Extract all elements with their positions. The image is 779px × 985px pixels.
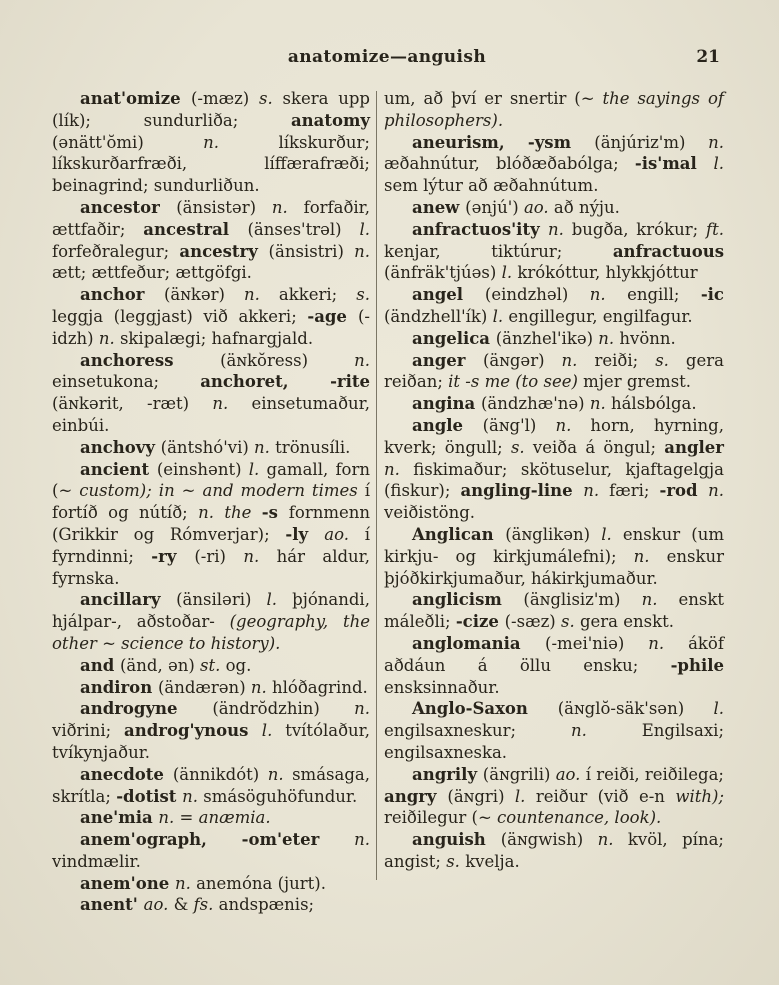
- text-segment: að nýju.: [553, 197, 620, 217]
- text-segment: líkskurður; líkskurðarfræði, líffærafræði; beinagrind; sundurliðun.: [52, 132, 370, 196]
- text-segment: (-mei'niə): [545, 633, 649, 653]
- text-segment: leggja (leggjast) við akkeri;: [52, 306, 308, 326]
- text-segment: (geography, the other ~ science to history).: [52, 612, 370, 653]
- text-segment: (einshənt): [156, 459, 249, 479]
- text-segment: st.: [200, 655, 226, 675]
- text-segment: angle: [412, 415, 483, 435]
- text-segment: -rod: [659, 481, 709, 501]
- text-segment: forfeðralegur;: [52, 241, 180, 261]
- text-segment: (änsistri): [268, 241, 355, 261]
- entry-ancillary: [52, 589, 370, 654]
- text-segment: (äɴglŏ-säk'sən): [557, 699, 714, 719]
- text-segment: sem lýtur að æðahnútum.: [384, 176, 599, 196]
- entry-anchor: [52, 284, 370, 349]
- text-segment: n.: [254, 437, 276, 457]
- text-segment: angrily: [412, 764, 483, 784]
- text-segment: l.: [514, 786, 536, 806]
- text-segment: (änsistər): [176, 197, 272, 217]
- text-segment: ao.: [555, 764, 586, 784]
- text-segment: kenjar, tiktúrur;: [384, 241, 613, 261]
- text-segment: þjónandi, hjálpar-, aðstoðar-: [52, 590, 370, 632]
- text-segment: (äɴglikən): [505, 524, 602, 544]
- text-segment: krókóttur, hlykkjóttur: [517, 263, 698, 283]
- running-head: anatomize—anguish: [287, 47, 487, 67]
- text-segment: &: [173, 895, 194, 915]
- right-column: [384, 88, 724, 888]
- entry-anemia: [52, 807, 370, 829]
- text-segment: l.: [601, 524, 623, 544]
- text-segment: gera reiðan;: [384, 350, 724, 392]
- text-segment: n.: [158, 808, 180, 828]
- text-segment: -s: [261, 503, 289, 523]
- text-segment: anger: [412, 350, 483, 370]
- text-segment: anecdote: [80, 764, 173, 784]
- text-segment: n. the: [198, 503, 262, 523]
- text-segment: angel: [412, 285, 485, 305]
- text-segment: akkeri;: [278, 285, 357, 305]
- text-segment: and: [80, 655, 120, 675]
- text-segment: n.: [98, 328, 120, 348]
- text-segment: ancestral: [143, 219, 248, 239]
- text-segment: angelica: [412, 328, 496, 348]
- text-segment: =: [179, 808, 199, 828]
- text-segment: n.: [641, 590, 679, 610]
- text-segment: n.: [250, 677, 272, 697]
- text-segment: anguish: [412, 830, 501, 850]
- text-segment: anem'ograph, -om'eter: [80, 830, 355, 850]
- text-segment: anew: [412, 197, 466, 217]
- text-segment: (äɴkər): [163, 285, 244, 305]
- text-segment: countenance, look).: [497, 808, 662, 828]
- text-segment: anemóna (jurt).: [196, 873, 326, 893]
- text-segment: anchovy: [80, 437, 161, 457]
- text-segment: smásaga, skrítla;: [52, 764, 370, 806]
- text-segment: ancillary: [80, 590, 177, 610]
- text-segment: (ändærən): [157, 677, 251, 697]
- text-segment: (äɴgwish): [500, 830, 598, 850]
- text-segment: skipalægi; hafnargjald.: [119, 328, 314, 348]
- entry-anemone: [52, 873, 370, 895]
- text-segment: tvítólaður, tvíkynjaður.: [52, 721, 370, 762]
- text-segment: einsetukona;: [52, 372, 201, 392]
- text-segment: n.: [174, 873, 197, 893]
- text-segment: n.: [182, 786, 204, 806]
- text-segment: andspænis;: [218, 895, 315, 915]
- text-segment: fornmenn (Grikkir og Rómverjar);: [52, 503, 371, 544]
- text-segment: n.: [243, 546, 277, 566]
- page-number: 21: [696, 47, 720, 67]
- text-columns: [52, 88, 725, 915]
- text-segment: -ly: [285, 524, 325, 544]
- text-segment: (äɴkŏress): [220, 350, 355, 370]
- text-segment: enskt máleðli;: [384, 590, 724, 632]
- text-segment: og.: [225, 655, 252, 675]
- text-segment: (-sæz): [504, 612, 561, 632]
- text-segment: anfractuos'ity: [412, 219, 548, 239]
- text-segment: hár aldur, fyrnska.: [52, 546, 370, 588]
- text-segment: (eindzhəl): [484, 285, 590, 305]
- text-segment: n.: [708, 481, 724, 501]
- text-segment: (ännikdót): [172, 764, 268, 784]
- text-segment: anchoress: [80, 350, 221, 370]
- entry-anchovy: [52, 437, 370, 459]
- text-segment: veiða á öngul;: [532, 437, 665, 457]
- text-segment: (änjúriz'm): [594, 132, 709, 152]
- text-segment: Engilsaxi; engilsaxneska.: [384, 721, 724, 762]
- text-segment: gera enskt.: [579, 612, 674, 632]
- entry-angrily: [384, 764, 724, 829]
- entry-anglomania: [384, 633, 724, 698]
- text-segment: n.: [633, 546, 667, 566]
- entry-angina: [384, 393, 724, 415]
- entry-anglican: [384, 524, 724, 589]
- text-segment: n.: [354, 699, 370, 719]
- entry-anguish: [384, 829, 724, 873]
- text-segment: n.: [354, 830, 370, 850]
- text-segment: androg'ynous: [124, 721, 262, 741]
- text-segment: n.: [212, 394, 252, 414]
- text-segment: (änfräk'tjúəs): [384, 263, 502, 283]
- text-segment: -dotist: [116, 786, 183, 806]
- entry-angel: [384, 284, 724, 328]
- text-segment: reiðilegur (~: [384, 808, 498, 828]
- text-segment: (änzhel'ikə): [495, 328, 599, 348]
- text-segment: Anglo-Saxon: [412, 699, 558, 719]
- text-segment: n.: [648, 633, 689, 653]
- text-segment: s.: [510, 437, 533, 457]
- text-segment: l.: [501, 263, 518, 283]
- text-segment: n.: [708, 132, 725, 152]
- text-segment: hvönn.: [619, 328, 676, 348]
- text-segment: ao.: [143, 895, 174, 915]
- entry-anecdote: [52, 764, 370, 808]
- text-segment: n.: [589, 285, 628, 305]
- entry-anglo-saxon: [384, 698, 724, 763]
- text-segment: í fyrndinni;: [52, 524, 370, 566]
- text-segment: (äɴgrili): [482, 764, 556, 784]
- entry-anent-continued: [384, 88, 724, 132]
- text-segment: (äɴglisiz'm): [523, 590, 642, 610]
- entry-anew: [384, 197, 724, 219]
- text-segment: (ənjú'): [465, 197, 524, 217]
- text-segment: æðahnútur, blóðæðabólga;: [384, 154, 635, 174]
- text-segment: s.: [560, 612, 580, 632]
- text-segment: s.: [655, 350, 686, 370]
- entry-angelica: [384, 328, 724, 350]
- text-segment: anent': [80, 895, 144, 915]
- text-segment: ~ custom); in ~ and modern times: [58, 481, 365, 501]
- text-segment: angry: [384, 786, 448, 806]
- text-segment: ancestor: [80, 197, 177, 217]
- column-divider: [376, 91, 377, 880]
- text-segment: (äɴgər): [482, 350, 562, 370]
- text-segment: hlóðagrind.: [272, 677, 368, 697]
- text-segment: n.: [547, 219, 572, 239]
- entry-anfractuosity: [384, 219, 724, 284]
- text-segment: -ry: [151, 546, 195, 566]
- entry-ancestor: [52, 197, 370, 284]
- text-segment: with);: [675, 786, 724, 806]
- text-segment: ao.: [324, 524, 365, 544]
- text-segment: anchor: [80, 285, 164, 305]
- text-segment: (äntshó'vi): [160, 437, 255, 457]
- text-segment: (äɴkərit, -ræt): [52, 394, 213, 414]
- text-segment: í reiði, reiðilega;: [585, 764, 724, 784]
- text-segment: trönusíli.: [275, 437, 351, 457]
- text-segment: it -s me (to see): [448, 372, 584, 392]
- text-segment: kvelja.: [465, 851, 520, 871]
- text-segment: n.: [555, 415, 591, 435]
- text-segment: n.: [561, 350, 595, 370]
- text-segment: engill;: [627, 285, 701, 305]
- text-segment: n.: [271, 197, 304, 217]
- text-segment: n.: [203, 132, 279, 152]
- text-segment: forfaðir, ættfaðir;: [52, 197, 370, 239]
- entry-andiron: [52, 677, 370, 699]
- text-segment: ensksinnaður.: [384, 677, 500, 697]
- text-segment: n.: [570, 721, 642, 741]
- text-segment: horn, hyrning, kverk; öngull;: [384, 415, 724, 457]
- text-segment: (äɴg'l): [482, 415, 556, 435]
- text-segment: (änses'trəl): [247, 219, 360, 239]
- text-segment: ~ the sayings of philosophers).: [384, 89, 724, 130]
- text-segment: n.: [354, 241, 371, 261]
- text-segment: áköf aðdáun á öllu ensku;: [384, 633, 724, 675]
- text-segment: l.: [261, 721, 286, 741]
- entry-and: [52, 655, 370, 677]
- entry-androgyne: [52, 698, 370, 763]
- text-segment: einsetumaður, einbúi.: [52, 394, 371, 435]
- text-segment: anatomy: [290, 110, 370, 130]
- text-segment: anfractuous: [612, 241, 724, 261]
- text-segment: bugða, krókur;: [571, 219, 706, 239]
- text-segment: anat'omize: [80, 89, 191, 108]
- text-segment: ft.: [706, 219, 724, 239]
- text-segment: færi;: [609, 481, 660, 501]
- text-segment: í fortíð og nútíð;: [52, 481, 370, 523]
- text-segment: (änsiləri): [176, 590, 267, 610]
- text-segment: engilsaxneskur;: [384, 721, 571, 741]
- text-segment: ao.: [523, 197, 554, 217]
- text-segment: engillegur, engilfagur.: [508, 306, 693, 326]
- text-segment: anem'one: [80, 873, 175, 893]
- entry-anemograph: [52, 829, 370, 873]
- text-segment: angina: [412, 394, 481, 414]
- text-segment: n.: [354, 350, 371, 370]
- text-segment: gamall, forn (: [52, 459, 371, 501]
- text-segment: veiðistöng.: [384, 503, 476, 523]
- text-segment: (ändzhell'ík): [384, 306, 493, 326]
- text-segment: reiður (við e-n: [535, 786, 676, 806]
- text-segment: ætt; ættfeður; ættgöfgi.: [52, 263, 252, 283]
- text-segment: n.: [598, 328, 620, 348]
- text-segment: l.: [359, 219, 370, 239]
- text-segment: l.: [713, 154, 724, 174]
- entry-ancient: [52, 459, 370, 590]
- text-segment: enskur (um kirkju- og kirkjumálefni);: [384, 524, 724, 566]
- page-header: [52, 47, 722, 71]
- entry-aneurism: [384, 132, 724, 197]
- entry-anent: [52, 894, 370, 916]
- text-segment: -is'mal: [634, 154, 714, 174]
- entry-anatomize: [52, 88, 370, 197]
- text-segment: s.: [259, 89, 283, 108]
- text-segment: mjer gremst.: [583, 372, 692, 392]
- text-segment: skera upp (lík); sundurliða;: [52, 89, 370, 130]
- text-segment: (-ri): [194, 546, 244, 566]
- text-segment: androgyne: [80, 699, 213, 719]
- text-segment: -cize: [455, 612, 505, 632]
- text-segment: n.: [267, 764, 293, 784]
- text-segment: (äɴgri): [447, 786, 515, 806]
- entry-anglicism: [384, 589, 724, 633]
- text-segment: n.: [244, 285, 279, 305]
- text-segment: n.: [597, 830, 628, 850]
- entry-angle: [384, 415, 724, 524]
- text-segment: (ändzhæ'nə): [480, 394, 590, 414]
- text-segment: l.: [248, 459, 267, 479]
- text-segment: fs.: [193, 895, 219, 915]
- text-segment: n.: [384, 459, 414, 479]
- text-segment: Anglican: [412, 524, 506, 544]
- text-segment: enskur þjóðkirkjumaður, hákirkjumaður.: [384, 546, 724, 588]
- text-segment: (ənätt'ŏmi): [52, 132, 204, 152]
- text-segment: aneurism, -ysm: [412, 132, 595, 152]
- left-column: [52, 88, 371, 915]
- text-segment: fiskimaður; skötuselur, kjaftagelgja (fiskur);: [384, 459, 724, 501]
- text-segment: hálsbólga.: [610, 394, 697, 414]
- text-segment: (ändrŏdzhin): [212, 699, 355, 719]
- text-segment: ancestry: [179, 241, 269, 261]
- text-segment: anæmia.: [198, 808, 271, 828]
- text-segment: s.: [356, 285, 370, 305]
- text-segment: s.: [446, 851, 466, 871]
- text-segment: l.: [266, 590, 293, 610]
- text-segment: ancient: [80, 459, 157, 479]
- text-segment: andiron: [80, 677, 158, 697]
- text-segment: angler: [664, 437, 724, 457]
- text-segment: -phile: [670, 655, 724, 675]
- text-segment: smásöguhöfundur.: [203, 786, 358, 806]
- text-segment: vindmælir.: [52, 851, 141, 871]
- text-segment: -ic: [700, 285, 724, 305]
- text-segment: ane'mia: [80, 808, 159, 828]
- text-segment: viðrini;: [52, 721, 125, 741]
- entry-anger: [384, 350, 724, 394]
- text-segment: (änd, ən): [119, 655, 201, 675]
- text-segment: l.: [492, 306, 509, 326]
- text-segment: (-mæz): [190, 89, 260, 108]
- text-segment: anglicism: [412, 590, 524, 610]
- text-segment: angling-line: [460, 481, 584, 501]
- text-segment: anchoret, -rite: [200, 372, 371, 392]
- text-segment: um, að því er snertir (: [384, 89, 581, 108]
- text-segment: -age: [307, 306, 358, 326]
- text-segment: reiði;: [594, 350, 656, 370]
- text-segment: n.: [583, 481, 610, 501]
- text-segment: anglomania: [412, 633, 546, 653]
- text-segment: n.: [589, 394, 611, 414]
- text-segment: (-idzh): [52, 306, 370, 348]
- text-segment: kvöl, pína; angist;: [384, 830, 724, 871]
- text-segment: l.: [713, 699, 724, 719]
- entry-anchoress: [52, 350, 370, 437]
